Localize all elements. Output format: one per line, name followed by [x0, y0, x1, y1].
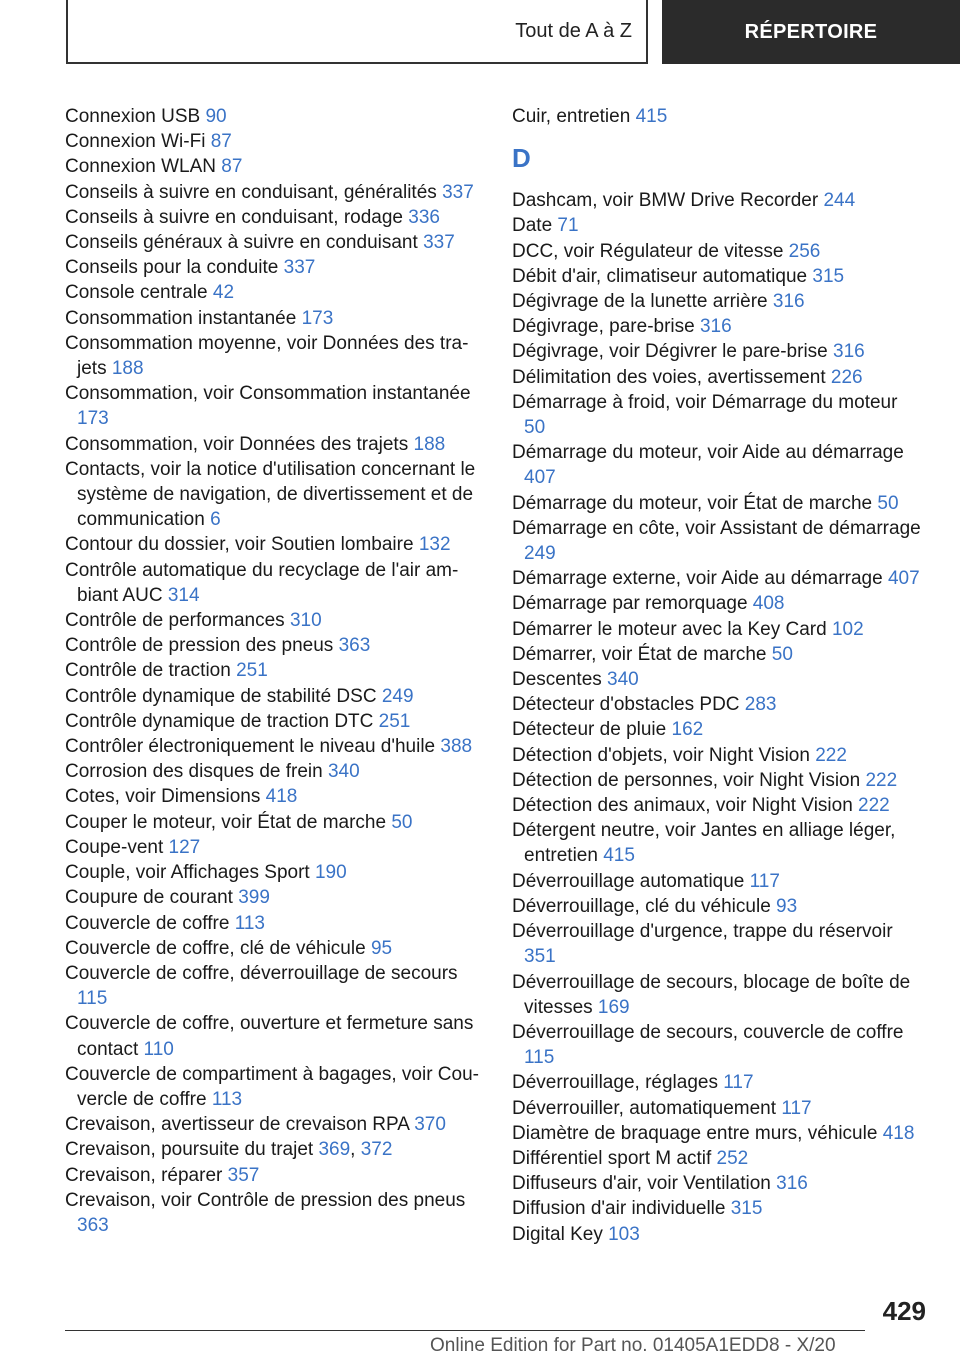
- index-entry-term: Démarrage par remorquage: [512, 593, 753, 615]
- index-entry: [65, 1188, 480, 1238]
- page-ref-link[interactable]: 222: [858, 795, 890, 817]
- page-ref-link[interactable]: 244: [823, 190, 856, 212]
- page-ref-link[interactable]: 251: [378, 710, 411, 732]
- index-entry: [65, 205, 480, 230]
- page-ref-link[interactable]: 407: [887, 568, 920, 590]
- index-entry: [512, 793, 922, 818]
- index-entry-term: Déverrouillage automatique: [512, 870, 750, 892]
- page-ref-link[interactable]: 388: [440, 736, 473, 758]
- index-entry: [65, 734, 480, 759]
- index-entry: [512, 1121, 922, 1146]
- page-ref-link[interactable]: 415: [603, 845, 635, 867]
- index-entry: [512, 617, 922, 642]
- index-entry: [512, 591, 922, 616]
- index-entry-term: Consommation moyenne, voir Données des trajets: [65, 332, 469, 380]
- index-entry-term: Déverrouillage de secours, couvercle de coffre: [512, 1021, 904, 1043]
- page-ref-link[interactable]: 418: [265, 786, 298, 808]
- index-entry-term: Couvercle de coffre, déverrouillage de secours: [65, 962, 458, 984]
- page-ref-link[interactable]: 113: [234, 912, 265, 934]
- index-entry: [65, 1112, 480, 1137]
- page-ref-link[interactable]: 110: [143, 1038, 174, 1060]
- page-ref-link[interactable]: 316: [772, 291, 805, 313]
- section-letter: D: [512, 143, 531, 174]
- index-entry-term: Consommation, voir Données des trajets: [65, 433, 414, 455]
- index-entry: [65, 1137, 480, 1162]
- footer-edition: Online Edition for Part no. 01405A1EDD8 - X/20: [430, 1335, 836, 1356]
- page-ref-link[interactable]: 336: [408, 206, 440, 228]
- index-entry-term: Contrôle de performances: [65, 610, 290, 632]
- chapter-tab[interactable]: RÉPERTOIRE: [662, 0, 960, 64]
- page-ref-link[interactable]: 407: [524, 467, 556, 489]
- index-entry-term: Déverrouillage, réglages: [512, 1072, 724, 1094]
- page-ref-link[interactable]: 283: [744, 694, 777, 716]
- index-entry: [65, 381, 480, 431]
- index-entry-term: Contrôle dynamique de traction DTC: [65, 710, 379, 732]
- index-entry: [65, 759, 480, 784]
- index-entry: [512, 818, 922, 868]
- index-entry-term: Contrôle de traction: [65, 660, 237, 682]
- page-ref-link[interactable]: 50: [391, 811, 413, 833]
- index-entry-term: Contour du dossier, voir Soutien lombaire: [65, 534, 419, 556]
- page-ref-link[interactable]: 357: [227, 1164, 260, 1186]
- index-entry-term: Digital Key: [512, 1223, 609, 1245]
- page-ref-link[interactable]: 173: [301, 307, 334, 329]
- index-entry: [512, 642, 922, 667]
- index-entry-term: Couple, voir Affichages Sport: [65, 862, 315, 884]
- index-entry: [65, 1163, 480, 1188]
- index-entry-term: Date: [512, 215, 558, 237]
- index-entry: [512, 919, 922, 969]
- page-ref-link[interactable]: 162: [671, 719, 704, 741]
- index-entry: [512, 188, 922, 213]
- index-entry: [512, 314, 922, 339]
- page-header: [0, 0, 960, 66]
- index-entry: [65, 684, 480, 709]
- page-number: 429: [882, 1296, 926, 1326]
- index-entry-term: Crevaison, poursuite du trajet: [65, 1139, 319, 1161]
- page-ref-link[interactable]: 249: [524, 543, 556, 565]
- page-ref-link[interactable]: 351: [524, 946, 556, 968]
- page-ref-link[interactable]: 310: [289, 610, 322, 632]
- index-entry-term: DCC, voir Régulateur de vitesse: [512, 240, 789, 262]
- index-entry: [65, 457, 480, 533]
- index-entry: [512, 1196, 922, 1221]
- page-ref-link[interactable]: 102: [831, 618, 864, 640]
- page-ref-link[interactable]: 117: [781, 1097, 812, 1119]
- index-entry: [512, 894, 922, 919]
- index-group-d: [512, 188, 922, 1247]
- page-ref-link[interactable]: 50: [877, 492, 899, 514]
- index-entry: [512, 692, 922, 717]
- page-ref-link[interactable]: 337: [442, 181, 474, 203]
- index-entry-term: Consommation, voir Consommation instantanée: [65, 383, 471, 405]
- page-ref-link[interactable]: 399: [238, 887, 270, 909]
- page-ref-link[interactable]: 340: [327, 761, 360, 783]
- index-entry-term: Dégivrage de la lunette arrière: [512, 291, 773, 313]
- index-entry-term: Démarrage externe, voir Aide au démarrage: [512, 568, 888, 590]
- page-ref-link[interactable]: 315: [730, 1198, 763, 1220]
- page-ref-link[interactable]: 315: [812, 265, 845, 287]
- index-entry: [65, 810, 480, 835]
- index-entry: [65, 784, 480, 809]
- index-entry: [512, 1222, 922, 1247]
- page-ref-link[interactable]: 337: [283, 257, 316, 279]
- index-entry: [65, 658, 480, 683]
- index-entry-term: Démarrer le moteur avec la Key Card: [512, 618, 832, 640]
- page-ref-link[interactable]: 363: [338, 635, 371, 657]
- page-ref-link[interactable]: 370: [414, 1114, 446, 1136]
- index-entry: [512, 1146, 922, 1171]
- index-column-left: [65, 104, 480, 1238]
- page-ref-link[interactable]: 6: [210, 509, 221, 531]
- index-entry-term: Console centrale: [65, 282, 213, 304]
- index-entry-term: Coupe-vent: [65, 836, 169, 858]
- index-entry-term: Conseils à suivre en conduisant, rodage: [65, 206, 409, 228]
- index-column-right: [512, 104, 922, 1247]
- index-entry-term: Déverrouillage de secours, blocage de boîte de vitesses: [512, 971, 911, 1018]
- page-ref-link[interactable]: 222: [815, 744, 847, 766]
- index-entry: [65, 961, 480, 1011]
- index-entry: [512, 390, 922, 440]
- page-ref-link[interactable]: 314: [167, 584, 200, 606]
- index-entry: [65, 230, 480, 255]
- index-entry: [512, 239, 922, 264]
- index-entry-term: Débit d'air, climatiseur automatique: [512, 265, 813, 287]
- index-entry: [65, 608, 480, 633]
- page-ref-link[interactable]: 103: [608, 1223, 640, 1245]
- index-entry-term: Connexion USB: [65, 106, 206, 127]
- page-ref-link[interactable]: 95: [370, 937, 393, 959]
- index-entry-term: Contrôler électroniquement le niveau d'huile: [65, 736, 441, 758]
- index-entry: [512, 743, 922, 768]
- index-entry-term: Conseils généraux à suivre en conduisant: [65, 232, 424, 254]
- index-entry-term: Détection des animaux, voir Night Vision: [512, 795, 859, 817]
- index-group-c-continued: [512, 104, 922, 129]
- page-ref-link[interactable]: 117: [723, 1072, 754, 1094]
- index-entry: [65, 911, 480, 936]
- page-ref-link[interactable]: 226: [830, 366, 863, 388]
- index-entry: [65, 885, 480, 910]
- index-entry-term: Contrôle de pression des pneus: [65, 635, 339, 657]
- index-entry-term: Déverrouillage d'urgence, trappe du réservoir: [512, 921, 893, 943]
- index-entry-term: Dégivrage, pare-brise: [512, 316, 700, 338]
- index-entry-term: Déverrouillage, clé du véhicule: [512, 895, 777, 917]
- page-ref-link[interactable]: 249: [381, 685, 414, 707]
- index-entry-term: Couper le moteur, voir État de marche: [65, 811, 392, 833]
- page-ref-link[interactable]: 256: [788, 240, 821, 262]
- page-ref-link[interactable]: 169: [597, 996, 630, 1018]
- index-entry: [65, 709, 480, 734]
- page-ref-link[interactable]: 316: [699, 316, 732, 338]
- page-ref-link[interactable]: 316: [776, 1173, 808, 1195]
- index-entry-term: Contacts, voir la notice d'utilisation concernant le système de navigation, de divertissement et de communication: [65, 458, 476, 531]
- index-entry: [512, 213, 922, 238]
- index-entry-term: Connexion Wi-Fi: [65, 131, 211, 153]
- ref-separator: ,: [350, 1139, 361, 1161]
- index-entry: [512, 667, 922, 692]
- index-entry-term: Crevaison, réparer: [65, 1164, 228, 1186]
- index-entry-term: Démarrer, voir État de marche: [512, 643, 772, 665]
- page-ref-link[interactable]: 127: [168, 836, 201, 858]
- index-entry: [512, 491, 922, 516]
- page-ref-link[interactable]: 42: [212, 282, 235, 304]
- index-entry-term: Contrôle dynamique de stabilité DSC: [65, 685, 382, 707]
- page-ref-link[interactable]: 252: [716, 1147, 749, 1169]
- index-entry: [512, 365, 922, 390]
- page-ref-link[interactable]: 132: [418, 534, 451, 556]
- index-entry-term: Descentes: [512, 669, 608, 691]
- index-entry-term: Connexion WLAN: [65, 156, 222, 178]
- page-ref-link[interactable]: 415: [635, 106, 668, 127]
- index-entry-term: Démarrage du moteur, voir Aide au démarrage: [512, 442, 904, 464]
- index-entry-term: Dashcam, voir BMW Drive Recorder: [512, 190, 824, 212]
- index-entry: [512, 516, 922, 566]
- index-entry-term: Corrosion des disques de frein: [65, 761, 328, 783]
- page-ref-link[interactable]: 115: [77, 988, 108, 1010]
- index-entry: [65, 1011, 480, 1061]
- index-entry-term: Contrôle automatique du recyclage de l'air ambiant AUC: [65, 559, 459, 606]
- index-entry: [65, 532, 480, 557]
- index-entry: [65, 432, 480, 457]
- index-entry: [65, 331, 480, 381]
- page-ref-link[interactable]: 337: [423, 232, 455, 254]
- index-entry-term: Consommation instantanée: [65, 307, 302, 329]
- index-entry: [512, 104, 922, 129]
- index-entry: [65, 1062, 480, 1112]
- index-entry-term: Différentiel sport M actif: [512, 1147, 717, 1169]
- index-entry: [65, 860, 480, 885]
- index-entry-term: Couvercle de coffre, ouverture et fermeture sans contact: [65, 1013, 474, 1060]
- page-ref-link[interactable]: 418: [882, 1122, 915, 1144]
- index-entry: [512, 1171, 922, 1196]
- index-entry-term: Détection de personnes, voir Night Vision: [512, 769, 866, 791]
- index-entry: [512, 289, 922, 314]
- index-entry: [512, 440, 922, 490]
- page-ref-link[interactable]: 251: [236, 660, 268, 682]
- page-ref-link[interactable]: 115: [524, 1047, 555, 1069]
- page-ref-link[interactable]: 87: [221, 156, 243, 178]
- index-entry: [512, 566, 922, 591]
- index-entry: [512, 339, 922, 364]
- page-ref-link[interactable]: 87: [210, 131, 232, 153]
- index-entry-term: Crevaison, avertisseur de crevaison RPA: [65, 1114, 415, 1136]
- index-entry-term: Détergent neutre, voir Jantes en alliage léger, entretien: [512, 820, 896, 867]
- index-entry: [65, 306, 480, 331]
- page-ref-link[interactable]: 50: [771, 643, 793, 665]
- page-ref-link[interactable]: 188: [111, 358, 144, 380]
- index-entry-term: Conseils pour la conduite: [65, 257, 284, 279]
- page-ref-link[interactable]: 173: [77, 408, 109, 430]
- page-ref-link[interactable]: 71: [557, 215, 579, 237]
- index-entry-term: Dégivrage, voir Dégivrer le pare-brise: [512, 341, 834, 363]
- page-ref-link[interactable]: 408: [752, 593, 785, 615]
- index-entry: [65, 936, 480, 961]
- index-entry-term: Diamètre de braquage entre murs, véhicule: [512, 1122, 883, 1144]
- page-ref-link[interactable]: 113: [211, 1088, 243, 1110]
- index-entry-term: Délimitation des voies, avertissement: [512, 366, 831, 388]
- page-ref-link[interactable]: 188: [413, 433, 446, 455]
- index-entry-term: Crevaison, voir Contrôle de pression des pneus: [65, 1189, 466, 1211]
- index-entry: [65, 633, 480, 658]
- page-ref-link[interactable]: 369: [318, 1139, 351, 1161]
- index-entry-term: Détection d'objets, voir Night Vision: [512, 744, 816, 766]
- index-entry: [65, 255, 480, 280]
- index-entry: [65, 104, 480, 129]
- index-entry: [512, 768, 922, 793]
- page-ref-link[interactable]: 316: [833, 341, 865, 363]
- index-entry: [512, 1096, 922, 1121]
- index-entry: [512, 1020, 922, 1070]
- index-entry: [512, 869, 922, 894]
- index-entry: [65, 280, 480, 305]
- index-entry-term: Cotes, voir Dimensions: [65, 786, 266, 808]
- section-tab[interactable]: Tout de A à Z: [66, 0, 648, 64]
- index-entry: [65, 835, 480, 860]
- index-entry: [65, 129, 480, 154]
- page-ref-link[interactable]: 190: [314, 862, 347, 884]
- index-entry: [512, 264, 922, 289]
- index-entry-term: Diffusion d'air individuelle: [512, 1198, 731, 1220]
- index-entry-term: Détecteur d'obstacles PDC: [512, 694, 745, 716]
- index-entry: [65, 558, 480, 608]
- index-entry-term: Conseils à suivre en conduisant, généralités: [65, 181, 443, 203]
- page-ref-link[interactable]: 93: [776, 895, 798, 917]
- index-entry-term: Démarrage en côte, voir Assistant de démarrage: [512, 517, 921, 539]
- page-ref-link[interactable]: 340: [607, 669, 639, 691]
- index-entry-term: Coupure de courant: [65, 887, 239, 909]
- index-entry-term: Cuir, entretien: [512, 106, 636, 127]
- index-entry-term: Couvercle de compartiment à bagages, voir Couvercle de coffre: [65, 1063, 479, 1110]
- index-entry-term: Démarrage du moteur, voir État de marche: [512, 492, 878, 514]
- index-entry-term: Détecteur de pluie: [512, 719, 672, 741]
- index-entry: [65, 180, 480, 205]
- page-ref-link[interactable]: 363: [77, 1214, 109, 1236]
- index-entry-term: Démarrage à froid, voir Démarrage du moteur: [512, 391, 898, 413]
- page-ref-link[interactable]: 372: [360, 1139, 393, 1161]
- index-entry: [512, 970, 922, 1020]
- footer-divider: [65, 1330, 865, 1331]
- index-entry-term: Déverrouiller, automatiquement: [512, 1097, 782, 1119]
- index-entry-term: Diffuseurs d'air, voir Ventilation: [512, 1173, 777, 1195]
- index-entry: [65, 154, 480, 179]
- page-ref-link[interactable]: 50: [524, 417, 546, 439]
- index-entry: [512, 717, 922, 742]
- page-ref-link[interactable]: 117: [749, 870, 780, 892]
- page-ref-link[interactable]: 222: [865, 769, 898, 791]
- index-entry: [512, 1070, 922, 1095]
- index-entry-term: Couvercle de coffre, clé de véhicule: [65, 937, 371, 959]
- index-entry-term: Couvercle de coffre: [65, 912, 235, 934]
- page-ref-link[interactable]: 90: [205, 106, 227, 127]
